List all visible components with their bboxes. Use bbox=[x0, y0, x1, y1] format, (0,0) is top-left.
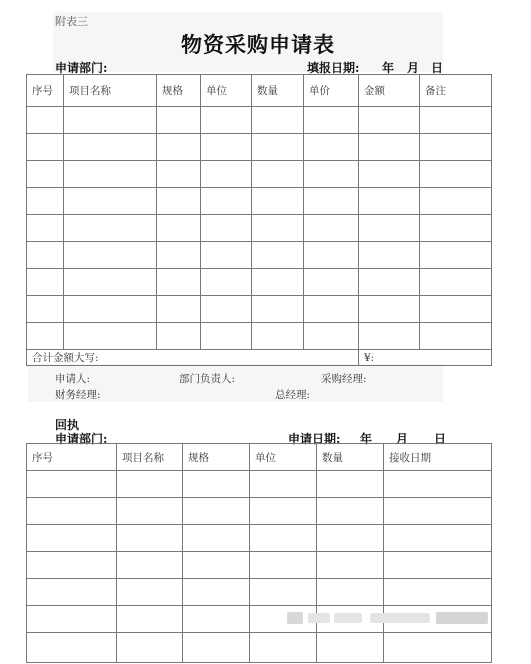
col-header: 项目名称 bbox=[64, 75, 157, 107]
table-cell[interactable] bbox=[250, 633, 317, 663]
table-cell[interactable] bbox=[157, 107, 201, 134]
table-cell[interactable] bbox=[157, 323, 201, 350]
table-cell[interactable] bbox=[27, 579, 117, 606]
table-cell[interactable] bbox=[117, 552, 183, 579]
table-cell[interactable] bbox=[420, 134, 492, 161]
table-cell[interactable] bbox=[183, 606, 250, 633]
watermark-blur bbox=[334, 613, 362, 623]
watermark-blur bbox=[287, 612, 303, 624]
purchase-manager-label: 采购经理: bbox=[321, 373, 367, 385]
col-header: 接收日期 bbox=[384, 444, 492, 471]
table-cell[interactable] bbox=[117, 498, 183, 525]
date-year: 年 bbox=[382, 61, 395, 75]
general-manager-label: 总经理: bbox=[275, 389, 311, 401]
col-header: 单价 bbox=[304, 75, 359, 107]
table-cell[interactable] bbox=[27, 606, 117, 633]
total-amount-label[interactable]: 合计金额大写: bbox=[27, 350, 359, 366]
table-cell[interactable] bbox=[304, 269, 359, 296]
table-cell[interactable] bbox=[201, 107, 252, 134]
table-cell[interactable] bbox=[27, 107, 64, 134]
table-cell[interactable] bbox=[384, 633, 492, 663]
table-cell[interactable] bbox=[201, 215, 252, 242]
table-row[interactable] bbox=[27, 323, 492, 350]
table-cell[interactable] bbox=[27, 323, 64, 350]
currency-field[interactable]: ¥: bbox=[359, 350, 492, 366]
table-cell[interactable] bbox=[27, 525, 117, 552]
receipt-date-month: 月 bbox=[396, 432, 409, 446]
table-header-row bbox=[27, 75, 492, 107]
table-row[interactable] bbox=[27, 161, 492, 188]
table-cell[interactable] bbox=[420, 242, 492, 269]
table-row[interactable] bbox=[27, 269, 492, 296]
table-cell[interactable] bbox=[117, 471, 183, 498]
table-cell[interactable] bbox=[183, 552, 250, 579]
receipt-table bbox=[26, 443, 492, 663]
table-cell[interactable] bbox=[27, 188, 64, 215]
table-cell[interactable] bbox=[27, 215, 64, 242]
table-cell[interactable] bbox=[64, 134, 157, 161]
date-day: 日 bbox=[431, 61, 444, 75]
table-cell[interactable] bbox=[250, 525, 317, 552]
table-cell[interactable] bbox=[317, 579, 384, 606]
table-cell[interactable] bbox=[250, 471, 317, 498]
finance-manager-label: 财务经理: bbox=[55, 389, 101, 401]
table-cell[interactable] bbox=[157, 242, 201, 269]
table-cell[interactable] bbox=[384, 579, 492, 606]
table-cell[interactable] bbox=[201, 161, 252, 188]
table-cell[interactable] bbox=[252, 188, 304, 215]
table-cell[interactable] bbox=[64, 323, 157, 350]
date-month: 月 bbox=[407, 61, 420, 75]
table-cell[interactable] bbox=[201, 134, 252, 161]
table-cell[interactable] bbox=[317, 471, 384, 498]
watermark-blur bbox=[370, 613, 430, 623]
table-cell[interactable] bbox=[359, 323, 420, 350]
table-cell[interactable] bbox=[384, 471, 492, 498]
table-cell[interactable] bbox=[157, 134, 201, 161]
table-header-row bbox=[27, 444, 492, 471]
watermark-blur bbox=[308, 613, 330, 623]
table-cell[interactable] bbox=[420, 107, 492, 134]
table-cell[interactable] bbox=[64, 296, 157, 323]
watermark-blur bbox=[436, 612, 488, 624]
receipt-date-year: 年 bbox=[360, 432, 373, 446]
table-cell[interactable] bbox=[157, 215, 201, 242]
receipt-apply-date-label: 申请日期: bbox=[288, 432, 341, 446]
table-cell[interactable] bbox=[64, 242, 157, 269]
col-header: 规格 bbox=[157, 75, 201, 107]
table-cell[interactable] bbox=[252, 107, 304, 134]
col-header: 备注 bbox=[420, 75, 492, 107]
table-cell[interactable] bbox=[183, 471, 250, 498]
table-cell[interactable] bbox=[317, 552, 384, 579]
table-cell[interactable] bbox=[157, 161, 201, 188]
table-cell[interactable] bbox=[304, 215, 359, 242]
table-row[interactable] bbox=[27, 579, 492, 606]
table-cell[interactable] bbox=[420, 161, 492, 188]
table-cell[interactable] bbox=[27, 269, 64, 296]
table-cell[interactable] bbox=[252, 269, 304, 296]
col-header: 序号 bbox=[27, 444, 117, 471]
table-cell[interactable] bbox=[27, 471, 117, 498]
table-cell[interactable] bbox=[304, 296, 359, 323]
table-cell[interactable] bbox=[183, 525, 250, 552]
table-cell[interactable] bbox=[359, 161, 420, 188]
table-cell[interactable] bbox=[420, 269, 492, 296]
table-cell[interactable] bbox=[250, 552, 317, 579]
table-cell[interactable] bbox=[250, 498, 317, 525]
table-cell[interactable] bbox=[359, 215, 420, 242]
table-cell[interactable] bbox=[359, 134, 420, 161]
table-cell[interactable] bbox=[359, 188, 420, 215]
receipt-title: 回执 bbox=[55, 418, 80, 432]
table-cell[interactable] bbox=[27, 242, 64, 269]
table-row[interactable] bbox=[27, 107, 492, 134]
table-cell[interactable] bbox=[183, 633, 250, 663]
table-cell[interactable] bbox=[252, 161, 304, 188]
table-cell[interactable] bbox=[384, 498, 492, 525]
table-row[interactable] bbox=[27, 471, 492, 498]
table-cell[interactable] bbox=[420, 215, 492, 242]
table-cell[interactable] bbox=[252, 242, 304, 269]
table-row[interactable] bbox=[27, 296, 492, 323]
col-header: 数量 bbox=[317, 444, 384, 471]
table-cell[interactable] bbox=[250, 606, 317, 633]
table-cell[interactable] bbox=[117, 606, 183, 633]
table-cell[interactable] bbox=[359, 269, 420, 296]
table-row[interactable] bbox=[27, 242, 492, 269]
table-cell[interactable] bbox=[183, 579, 250, 606]
table-cell[interactable] bbox=[252, 296, 304, 323]
table-cell[interactable] bbox=[317, 633, 384, 663]
table-cell[interactable] bbox=[157, 269, 201, 296]
table-cell[interactable] bbox=[359, 107, 420, 134]
table-cell[interactable] bbox=[304, 323, 359, 350]
receipt-dept-label: 申请部门: bbox=[55, 432, 108, 446]
table-cell[interactable] bbox=[157, 296, 201, 323]
total-row[interactable] bbox=[27, 350, 492, 366]
table-cell[interactable] bbox=[27, 633, 117, 663]
table-cell[interactable] bbox=[117, 579, 183, 606]
col-header: 单位 bbox=[201, 75, 252, 107]
table-cell[interactable] bbox=[317, 525, 384, 552]
table-cell[interactable] bbox=[420, 188, 492, 215]
table-cell[interactable] bbox=[27, 134, 64, 161]
table-row[interactable] bbox=[27, 188, 492, 215]
table-cell[interactable] bbox=[117, 633, 183, 663]
fill-date-label: 填报日期: bbox=[307, 61, 360, 75]
table-cell[interactable] bbox=[420, 296, 492, 323]
col-header: 单位 bbox=[250, 444, 317, 471]
table-cell[interactable] bbox=[304, 188, 359, 215]
form-title: 物资采购申请表 bbox=[181, 32, 335, 57]
table-cell[interactable] bbox=[317, 498, 384, 525]
table-cell[interactable] bbox=[27, 296, 64, 323]
table-cell[interactable] bbox=[304, 107, 359, 134]
table-cell[interactable] bbox=[27, 552, 117, 579]
table-cell[interactable] bbox=[359, 242, 420, 269]
col-header: 数量 bbox=[252, 75, 304, 107]
table-cell[interactable] bbox=[304, 134, 359, 161]
table-cell[interactable] bbox=[64, 269, 157, 296]
receipt-date-day: 日 bbox=[434, 432, 447, 446]
table-cell[interactable] bbox=[64, 107, 157, 134]
dept-label: 申请部门: bbox=[55, 61, 108, 75]
table-cell[interactable] bbox=[64, 188, 157, 215]
table-cell[interactable] bbox=[157, 188, 201, 215]
table-cell[interactable] bbox=[117, 525, 183, 552]
table-cell[interactable] bbox=[27, 161, 64, 188]
col-header: 金额 bbox=[359, 75, 420, 107]
table-row[interactable] bbox=[27, 633, 492, 663]
table-row[interactable] bbox=[27, 525, 492, 552]
table-row[interactable] bbox=[27, 215, 492, 242]
col-header: 序号 bbox=[27, 75, 64, 107]
purchase-request-table bbox=[26, 74, 492, 366]
table-cell[interactable] bbox=[250, 579, 317, 606]
attachment-label: 附表三 bbox=[55, 15, 88, 28]
col-header: 规格 bbox=[183, 444, 250, 471]
table-cell[interactable] bbox=[384, 552, 492, 579]
table-row[interactable] bbox=[27, 552, 492, 579]
table-cell[interactable] bbox=[420, 323, 492, 350]
table-cell[interactable] bbox=[64, 215, 157, 242]
table-cell[interactable] bbox=[201, 323, 252, 350]
applicant-label: 申请人: bbox=[55, 373, 91, 385]
table-row[interactable] bbox=[27, 134, 492, 161]
table-cell[interactable] bbox=[201, 296, 252, 323]
table-cell[interactable] bbox=[27, 498, 117, 525]
table-cell[interactable] bbox=[252, 134, 304, 161]
table-row[interactable] bbox=[27, 498, 492, 525]
col-header: 项目名称 bbox=[117, 444, 183, 471]
table-cell[interactable] bbox=[304, 242, 359, 269]
table-cell[interactable] bbox=[304, 161, 359, 188]
table-cell[interactable] bbox=[201, 269, 252, 296]
table-cell[interactable] bbox=[201, 188, 252, 215]
table-cell[interactable] bbox=[384, 525, 492, 552]
table-cell[interactable] bbox=[252, 323, 304, 350]
dept-head-label: 部门负责人: bbox=[179, 373, 236, 385]
table-cell[interactable] bbox=[183, 498, 250, 525]
table-cell[interactable] bbox=[359, 296, 420, 323]
table-cell[interactable] bbox=[201, 242, 252, 269]
table-cell[interactable] bbox=[252, 215, 304, 242]
table-cell[interactable] bbox=[64, 161, 157, 188]
